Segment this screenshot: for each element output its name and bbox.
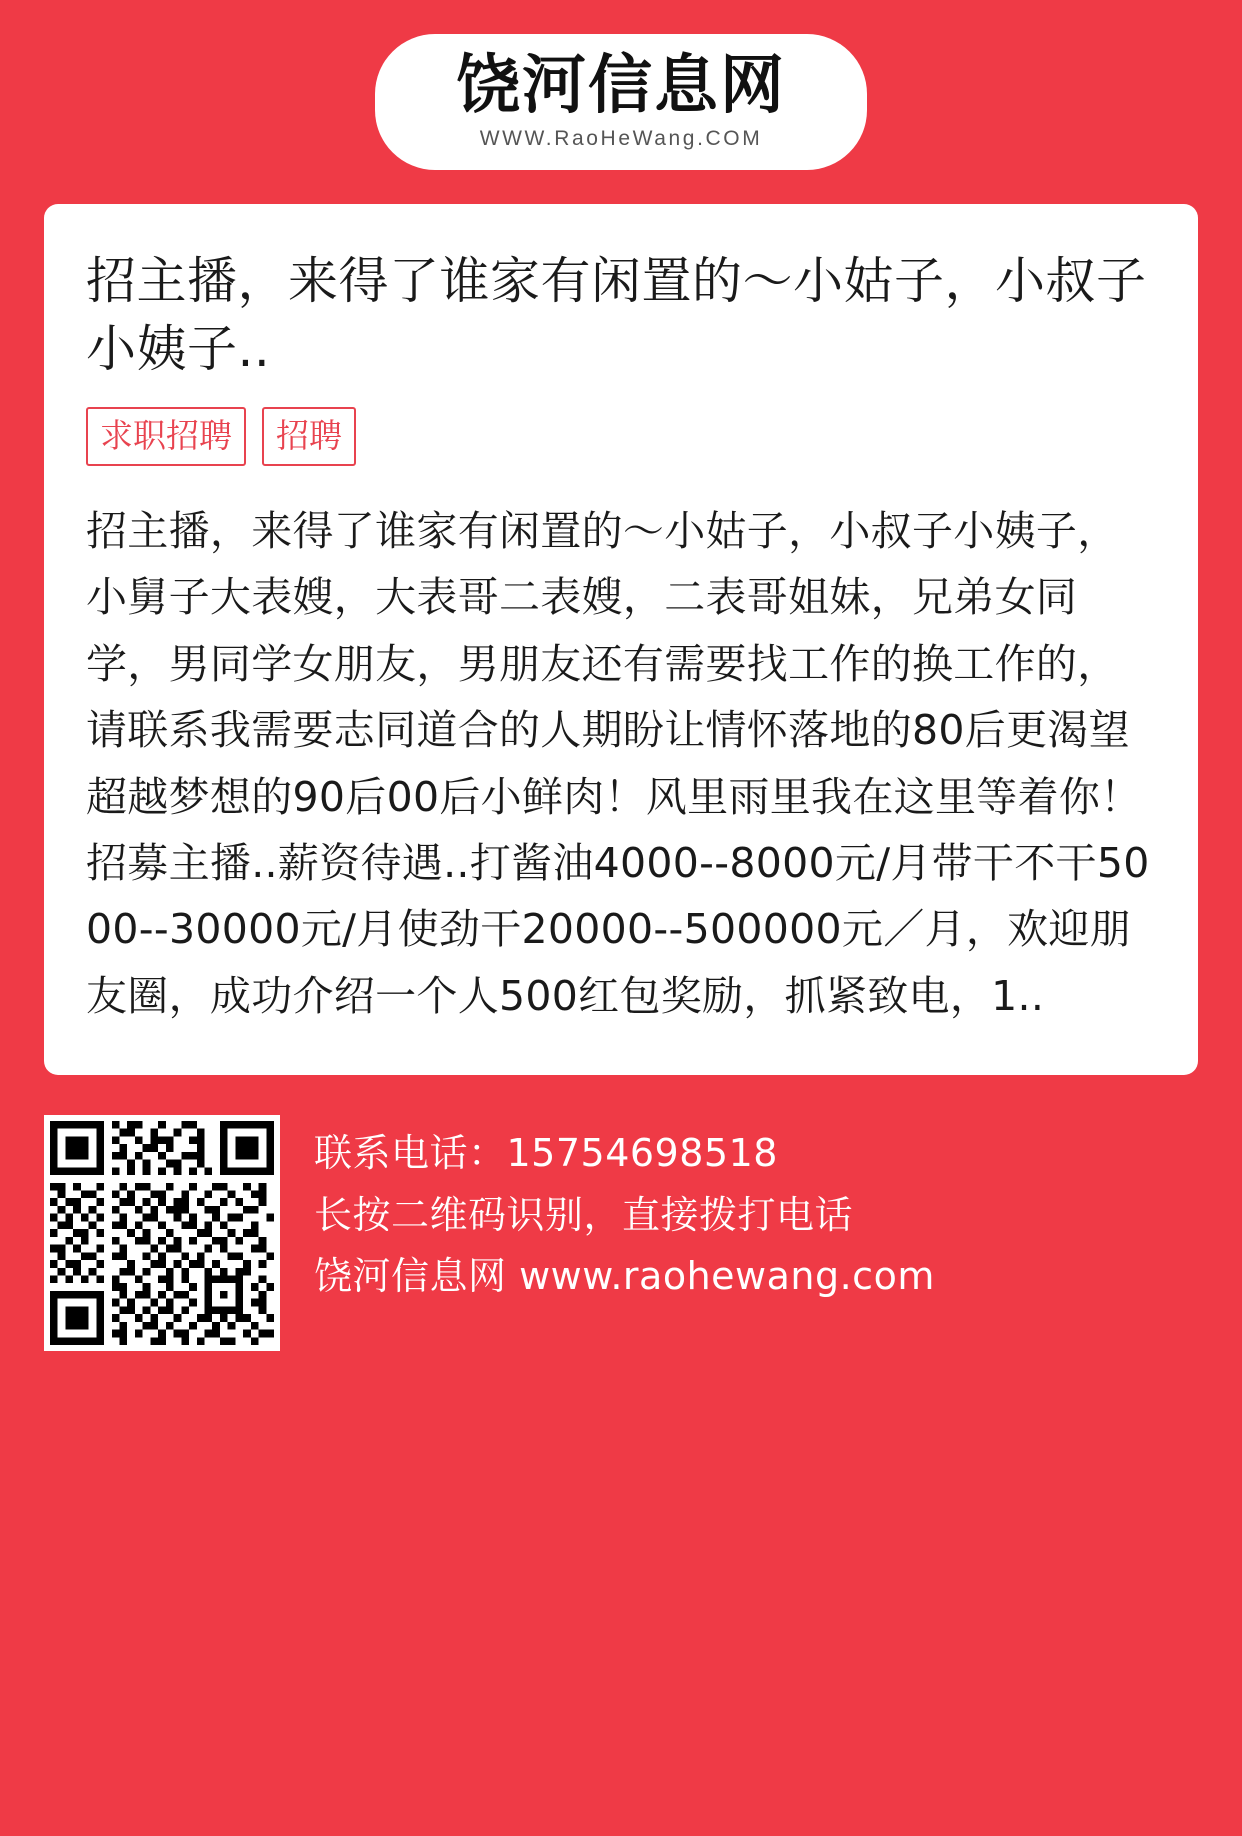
qr-hint: 长按二维码识别，直接拨打电话 — [314, 1192, 854, 1237]
tag-list — [86, 407, 1156, 466]
post-body: 招主播，来得了谁家有闲置的～小姑子，小叔子小姨子，小舅子大表嫂，大表哥二表嫂，二表哥姐妹，兄弟女同学，男同学女朋友，男朋友还有需要找工作的换工作的，请联系我需要志同道合的人期盼让情怀落地的80后更渴望超越梦想的90后00后小鲜肉！风里雨里我在这里等着你！招募主播..薪资待遇..打酱油4000--8000元/月带干不干5000--30000元/月使劲干20000--500000元／月，欢迎朋友圈，成功介绍一个人500红包奖励，抓紧致电，1.. — [86, 507, 1150, 1020]
tag-subcategory[interactable]: 招聘 — [262, 407, 356, 466]
site-logo-title: 饶河信息网 — [456, 49, 786, 124]
site-logo-url: WWW.RaoHeWang.COM — [479, 126, 763, 150]
tag-category[interactable]: 求职招聘 — [86, 407, 246, 466]
post-card — [44, 204, 1198, 1075]
page-title: 招主播，来得了谁家有闲置的～小姑子，小叔子小姨子.. — [86, 252, 1147, 378]
logo-pill — [375, 34, 867, 170]
contact-phone[interactable]: 联系电话：15754698518 — [314, 1131, 778, 1176]
site-url[interactable]: 饶河信息网 www.raohewang.com — [314, 1254, 935, 1299]
contact-info — [314, 1115, 935, 1308]
logo-header — [0, 0, 1242, 170]
qr-code-icon[interactable] — [44, 1115, 280, 1351]
footer — [0, 1075, 1242, 1399]
